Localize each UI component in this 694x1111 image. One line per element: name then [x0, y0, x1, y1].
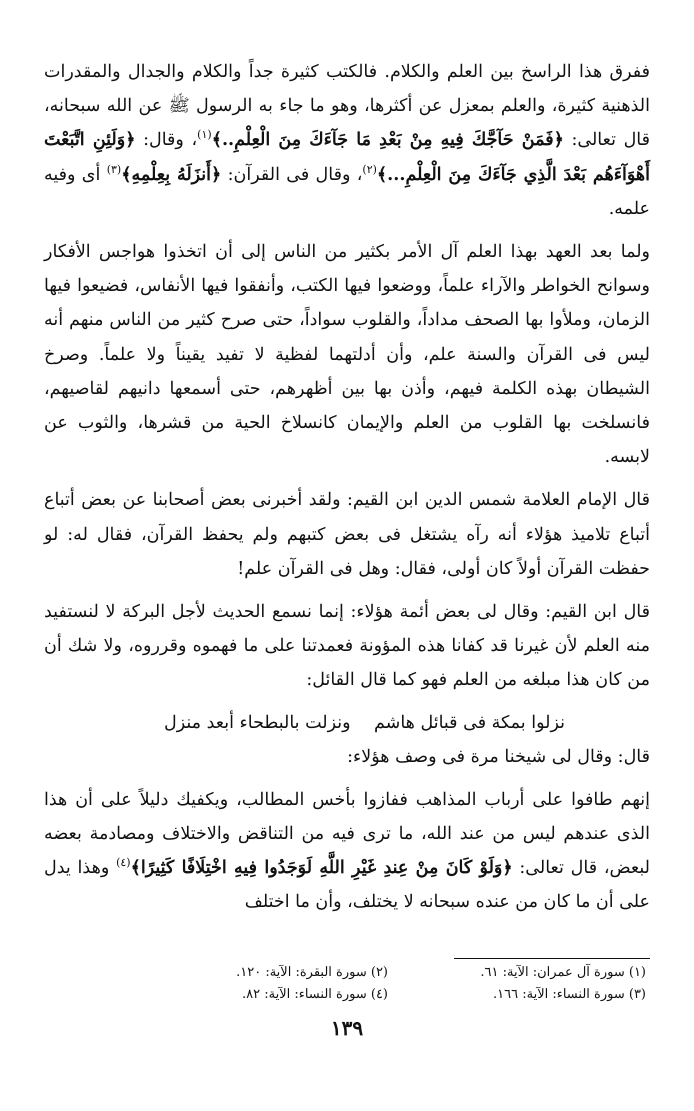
paragraph — [44, 483, 650, 586]
poetry-verse — [44, 706, 650, 740]
paragraph — [44, 740, 650, 774]
text-run: إنهم طافوا على أرباب المذاهب ففازوا بأخس المطالب، ويكفيك دليلاً على أن هذا الذى عندهم ليس من عند الله، ما ترى فيه من التناقض والاختلاف ومصادمة بعضه لبعض، قال تعالى: — [44, 789, 650, 879]
main-text-continued — [44, 740, 650, 920]
quran-verse: ﴿أَنزَلَهُ بِعِلْمِهِ﴾ — [121, 164, 222, 185]
verse-second-hemistich: ونزلت بالبطحاء أبعد منزل — [164, 712, 351, 733]
paragraph — [44, 595, 650, 698]
footnote-marker: (١) — [197, 128, 212, 142]
text-run: وهذا يدل على أن ما كان من عنده سبحانه لا يختلف، وأن ما اختلف — [44, 858, 650, 913]
text-run: ففرق هذا الراسخ بين العلم والكلام. فالكتب كثيرة جداً والكلام والجدال والمقدرات الذهنية كثيرة، والعلم بمعزل عن أكثرها، وهو ما جاء به الرسول ﷺ عن الله سبحانه، قال تعالى: — [44, 62, 650, 151]
verse-first-hemistich: نزلوا بمكة فى قبائل هاشم — [374, 712, 565, 733]
footnote-4: (٤) سورة النساء: الآية: ٨٢. — [241, 987, 388, 1002]
footnote-2: (٢) سورة البقرة: الآية: ١٢٠. — [236, 965, 388, 980]
text-run: ولما بعد العهد بهذا العلم آل الأمر بكثير من الناس إلى أن اتخذوا هواجس الأفكار وسوانح الخواطر والآراء علماً، ووضعوا فيها الكتب، وأنفقوا فيها الأنفاس، فضيعوا فيها الزمان، وملأوا بها الصحف مداداً، والقلوب سواداً، حتى صرح كثير من الناس منهم أنه ليس فى القرآن والسنة علم، وأن أدلتهما لفظية لا تفيد يقيناً ولا علماً. وصرخ الشيطان بهذه الكلمة فيهم، وأذن بها بين أظهرهم، حتى أسمعها دانيهم لقاصيهم، فانسلخت بها القلوب من العلم والإيمان كانسلاخ الحية من قشرها، والثوب عن لابسه. — [44, 242, 650, 468]
footnote-separator — [454, 958, 650, 959]
paragraph — [44, 55, 650, 226]
quran-verse: ﴿فَمَنْ حَآجَّكَ فِيهِ مِنْ بَعْدِ مَا جَآءَكَ مِنَ الْعِلْمِ..﴾ — [211, 130, 564, 151]
footnote-marker: (٢) — [362, 162, 377, 176]
footnote-marker: (٣) — [106, 162, 122, 176]
quran-verse: ﴿وَلَئِنِ اتَّبَعْتَ أَهْوَآءَهُم بَعْدَ الَّذِي جَآءَكَ مِنَ الْعِلْمِ...﴾ — [44, 130, 650, 185]
page-number: ١٣٩ — [330, 1016, 364, 1040]
text-run: قال الإمام العلامة شمس الدين ابن القيم: ولقد أخبرنى بعض أصحابنا عن بعض أتباع أتباع تلاميذ هؤلاء أنه رآه يشتغل فى بعض كتبهم ولم يحفظ القرآن، فقال له: لو حفظت القرآن أولاً كان أولى، فقال: وهل فى القرآن علم! — [44, 490, 650, 579]
text-run: ، وقال فى القرآن: — [221, 164, 363, 185]
footnote-marker: (٤) — [116, 856, 131, 870]
footnote-3: (٣) سورة النساء: الآية: ١٦٦. — [493, 987, 646, 1002]
text-run: قال: وقال لى شيخنا مرة فى وصف هؤلاء: — [347, 746, 650, 767]
text-run: ، وقال: — [135, 130, 198, 151]
text-run: قال ابن القيم: وقال لى بعض أئمة هؤلاء: إنما نسمع الحديث لأجل البركة لا لنستفيد منه العلم لأن غيرنا قد كفانا هذه المؤونة فعمدتنا على ما فهموه وقرروه، ولا شك أن من كان هذا مبلغه من العلم فهو كما قال القائل: — [44, 602, 650, 691]
footnotes — [150, 962, 646, 1006]
paragraph — [44, 235, 650, 474]
main-text — [44, 55, 650, 698]
quran-verse: ﴿وَلَوْ كَانَ مِنْ عِندِ غَيْرِ اللَّهِ لَوَجَدُوا فِيهِ اخْتِلَافًا كَثِيرًا﴾ — [130, 858, 513, 879]
paragraph — [44, 783, 650, 920]
footnote-1: (١) سورة آل عمران: الآية: ٦١. — [480, 965, 646, 980]
text-run: أى وفيه علمه. — [44, 164, 650, 219]
